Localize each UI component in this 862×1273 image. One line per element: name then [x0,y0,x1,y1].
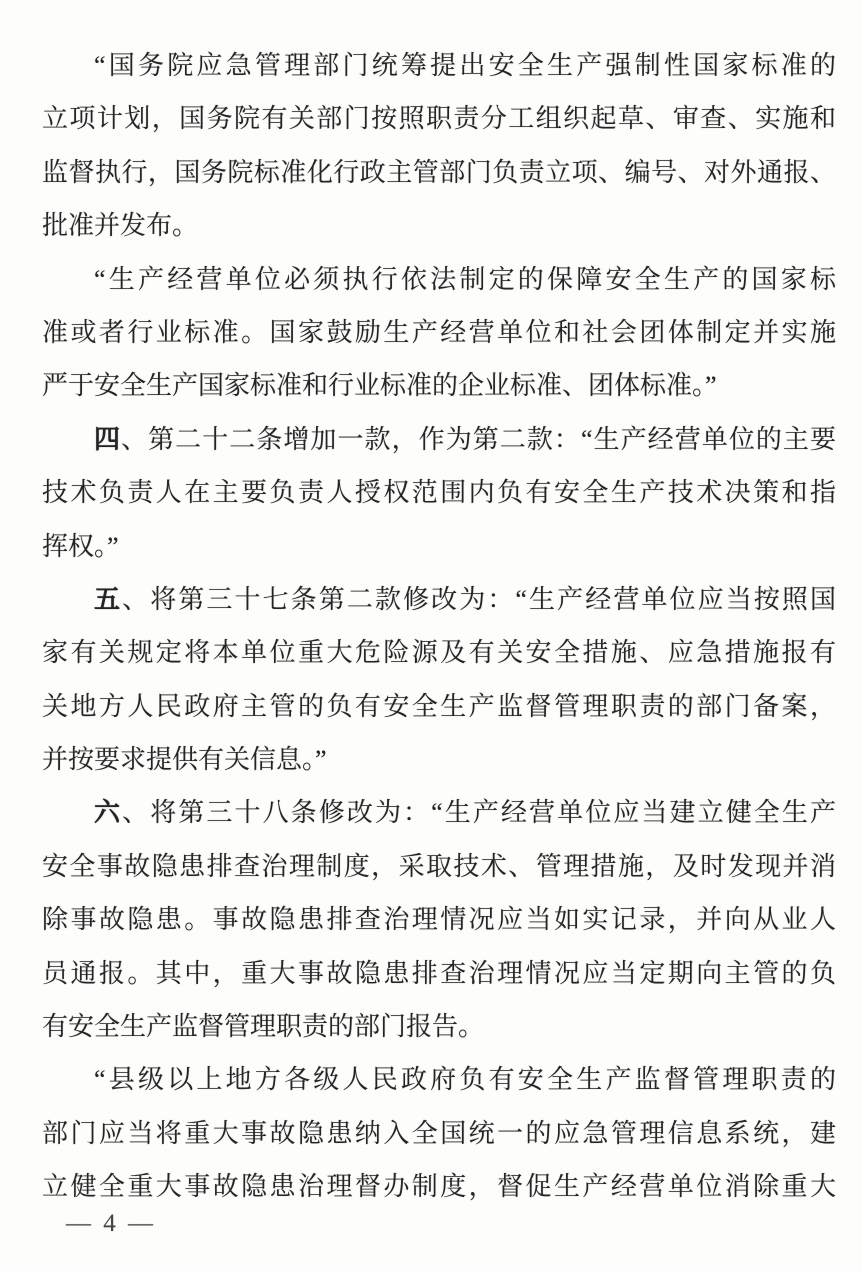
text-line [42,253,836,306]
text-line [42,680,836,733]
line-text: 技术负责人在主要负责人授权范围内负有安全生产技术决策和指 [42,478,836,508]
paragraph-item-4 [42,413,836,573]
line-text: “生产经营单位必须执行依法制定的保障安全生产的国家标 [94,264,836,294]
line-text: 并按要求提供有关信息。” [42,745,327,775]
text-line [42,840,836,893]
item-number: 六 [94,798,123,828]
text-line [42,359,836,412]
line-text: 、将第三十七条第二款修改为：“生产经营单位应当按照国 [122,584,836,614]
text-line [42,466,836,519]
document-text-block [42,39,836,1214]
text-line [42,1107,836,1160]
page-number: — 4 — [66,1210,156,1237]
text-line [42,626,836,679]
line-text: 挥权。” [42,531,119,561]
line-text: 、第二十二条增加一款，作为第二款：“生产经营单位的主要 [121,424,836,454]
item-number: 四 [94,424,122,454]
text-line [42,146,836,199]
text-line [42,92,836,145]
text-line [42,306,836,359]
text-line [42,786,836,839]
text-line [42,1053,836,1106]
line-text: “县级以上地方各级人民政府负有安全生产监督管理职责的 [94,1065,836,1095]
text-line [42,893,836,946]
text-line [42,1000,836,1053]
line-text: 安全事故隐患排查治理制度，采取技术、管理措施，及时发现并消 [42,851,836,881]
line-text: 家有关规定将本单位重大危险源及有关安全措施、应急措施报有 [42,638,836,668]
line-text: 有安全生产监督管理职责的部门报告。 [42,1012,485,1042]
line-text: 除事故隐患。事故隐患排查治理情况应当如实记录，并向从业人 [42,905,836,935]
text-line [42,413,836,466]
paragraph-item-5 [42,573,836,787]
line-text: 监督执行，国务院标准化行政主管部门负责立项、编号、对外通报、 [42,157,836,187]
line-text: 严于安全生产国家标准和行业标准的企业标准、团体标准。” [42,371,717,401]
line-text: 员通报。其中，重大事故隐患排查治理情况应当定期向主管的负 [42,958,836,988]
text-line [42,733,836,786]
line-text: 立项计划，国务院有关部门按照职责分工组织起草、审查、实施和 [42,104,836,134]
paragraph [42,253,836,413]
paragraph [42,1053,836,1213]
text-line [42,39,836,92]
line-text: 批准并发布。 [42,211,199,241]
line-text: 关地方人民政府主管的负有安全生产监督管理职责的部门备案， [42,691,836,721]
paragraph [42,39,836,253]
text-line [42,573,836,626]
line-text: 准或者行业标准。国家鼓励生产经营单位和社会团体制定并实施 [42,317,836,347]
item-number: 五 [94,584,123,614]
text-line [42,199,836,252]
line-text: 、将第三十八条修改为：“生产经营单位应当建立健全生产 [122,798,836,828]
paragraph-item-6 [42,786,836,1053]
line-text: “国务院应急管理部门统筹提出安全生产强制性国家标准的 [94,51,836,80]
text-line [42,947,836,1000]
line-text: 部门应当将重大事故隐患纳入全国统一的应急管理信息系统，建 [42,1118,836,1148]
text-line [42,1160,836,1213]
line-text: 立健全重大事故隐患治理督办制度，督促生产经营单位消除重大 [42,1172,836,1202]
text-line [42,520,836,573]
